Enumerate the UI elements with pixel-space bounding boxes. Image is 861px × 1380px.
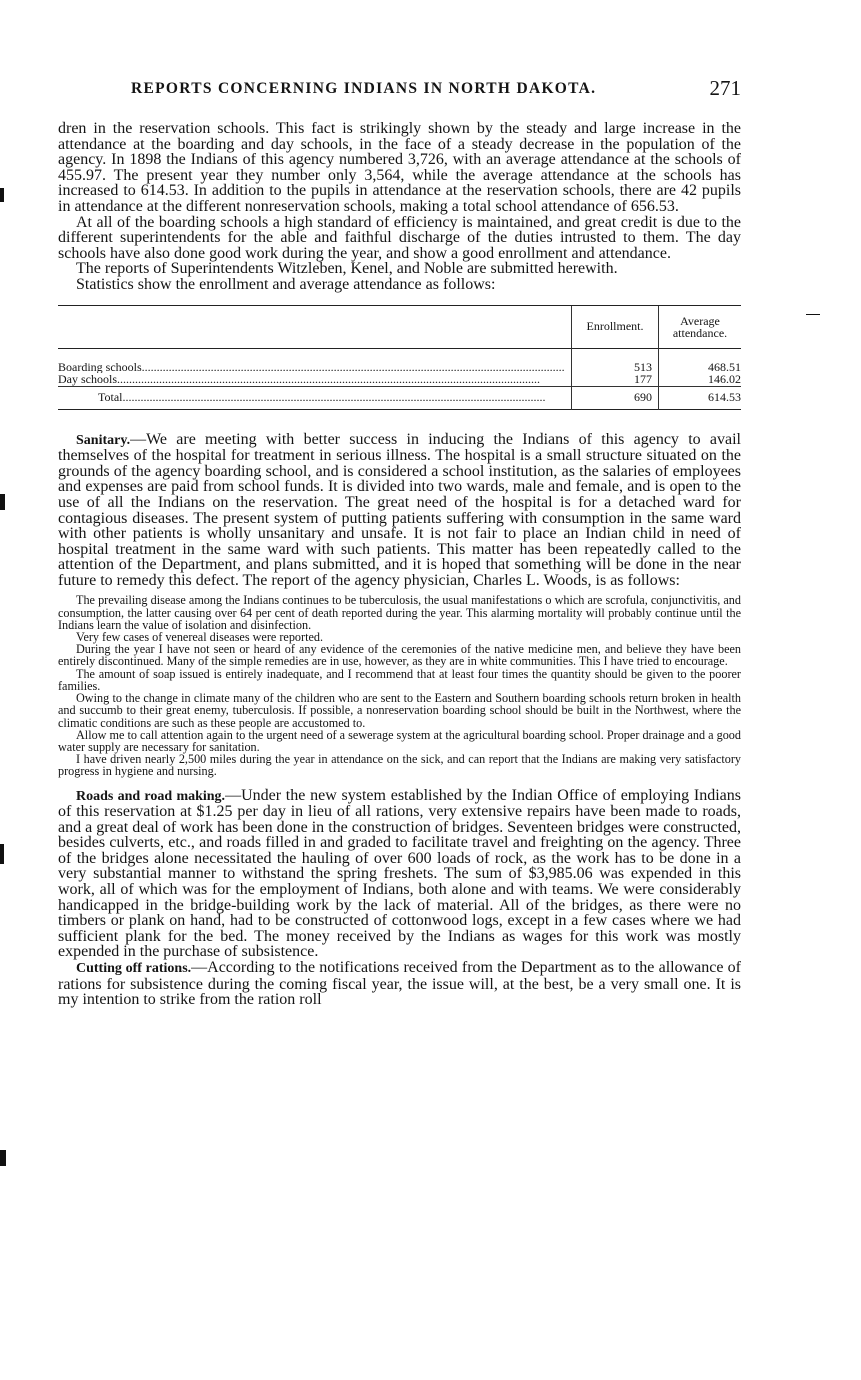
- page-number: 271: [709, 76, 741, 100]
- row-enrollment: 177: [572, 373, 659, 386]
- physician-report-quote: [58, 594, 741, 777]
- quote-paragraph: Owing to the change in climate many of the children who are sent to the Eastern and Southern boarding schools return broken in health and succumb to their great enemy, tuberculosis. If possible, a nonreservation boarding school should be built in the Northwest, where the climatic conditions are such as these people are accustomed to.: [58, 691, 741, 730]
- row-enrollment: 513: [572, 361, 659, 374]
- sanitary-heading: Sanitary.: [76, 432, 131, 448]
- sanitary-text: —We are meeting with better success in inducing the Indians of this agency to avail themselves of the hospital for treatment in serious illness. The hospital is a small structure situated on the grounds of the agency boarding school, and is considered a school institution, as the salaries of employees and expenses are paid from school funds. It is divided into two wards, male and female, and is open to the use of all the Indians on the reservation. The great need of the hospital is for a detached ward for contagious diseases. The present system of putting patients suffering with consumption in the same ward with other patients is wholly unsanitary and unsafe. It is not fair to place an Indian child in need of hospital treatment in the same ward with such patients. This matter has been repeatedly called to the attention of the Department, and plans submitted, and it is hoped that something will be done in the near future to remedy this defect. The report of the agency physician, Charles L. Woods, is as follows:: [58, 430, 741, 589]
- row-attendance: 146.02: [708, 372, 741, 387]
- row-label: Boarding schools: [58, 360, 142, 374]
- dot-leader: [142, 361, 565, 374]
- table-row: [58, 361, 741, 374]
- roads-heading: Roads and road making.: [76, 788, 226, 804]
- scan-margin-mark: [0, 494, 5, 510]
- rations-text: —According to the notifications received from the Department as to the allowance of rations for subsistence during the coming fiscal year, the issue will, at the best, be a very small one. It is my intention to strike from the ration roll: [58, 959, 741, 1009]
- row-label: Day schools: [58, 373, 117, 387]
- row-attendance: 468.51: [708, 359, 741, 374]
- table-row: [58, 373, 741, 386]
- quote-paragraph: I have driven nearly 2,500 miles during the year in attendance on the sick, and can report that the Indians are making very satisfactory progress in hygiene and nursing.: [58, 752, 741, 779]
- scan-margin-mark: [0, 844, 4, 864]
- paragraph-reports: The reports of Superintendents Witzleben, Kenel, and Noble are submitted herewith.: [76, 260, 618, 278]
- scan-margin-mark: [0, 188, 4, 202]
- quote-paragraph: Very few cases of venereal diseases were reported.: [76, 630, 324, 645]
- dot-leader: [117, 373, 540, 386]
- quote-paragraph: The prevailing disease among the Indians continues to be tuberculosis, the usual manifestations o which are scrofula, conjunctivitis, and consumption, the latter causing over 64 per cent of death reported during the year. This alarming mortality will probably continue until the Indians learn the value of isolation and disinfection.: [58, 593, 741, 632]
- paragraph-statistics-intro: Statistics show the enrollment and average attendance as follows:: [76, 275, 496, 293]
- paragraph-attendance: dren in the reservation schools. This fact is strikingly shown by the steady and large increase in the attendance at the boarding and day schools, in the face of a steady decrease in the population of the agency. In 1898 the Indians of this agency numbered 3,726, with an average attendance at the schools of 455.97. The present year they number only 3,564, while the average attendance at the schools has increased to 614.53. In addition to the pupils in attendance at the reservation schools, there are 42 pupils in attendance at the different nonreservation schools, making a total school attendance of 656.53.: [58, 120, 741, 215]
- header-title: REPORTS CONCERNING INDIANS IN NORTH DAKOTA.: [131, 80, 597, 97]
- dot-leader: [123, 390, 546, 404]
- scan-margin-mark: [806, 314, 820, 315]
- enrollment-table: [58, 305, 741, 410]
- table-header-blank: [58, 306, 572, 349]
- table-header-enrollment: Enrollment.: [572, 306, 659, 349]
- table-total-row: [58, 386, 741, 409]
- rations-heading: Cutting off rations.: [76, 961, 192, 977]
- paragraph-boarding-schools: At all of the boarding schools a high standard of efficiency is maintained, and great credit is due to the different superintendents for the able and faithful discharge of the duties intrusted to them. The day schools have also done good work during the year, and show a good enrollment and attendance.: [58, 213, 741, 262]
- document-page: [58, 76, 741, 1008]
- scan-margin-mark: [0, 1150, 6, 1166]
- quote-paragraph: Allow me to call attention again to the urgent need of a sewerage system at the agricultural boarding school. Proper drainage and a good water supply are necessary for sanitation.: [58, 727, 741, 754]
- total-attendance: 614.53: [659, 386, 742, 409]
- quote-paragraph: During the year I have not seen or heard of any evidence of the ceremonies of the native medicine men, and believe they have been entirely discontinued. Many of the simple remedies are in use, however, as they are in white communities. This I have tried to encourage.: [58, 642, 741, 669]
- running-header: [58, 76, 741, 106]
- section-roads: [58, 788, 741, 961]
- table-header-attendance: Average attendance.: [672, 313, 728, 340]
- total-enrollment: 690: [572, 386, 659, 409]
- quote-paragraph: The amount of soap issued is entirely inadequate, and I recommend that at least four times the quantity should be given to the poorer families.: [58, 666, 741, 693]
- roads-text: —Under the new system established by the Indian Office of employing Indians of this reservation at $1.25 per day in lieu of all rations, very extensive repairs have been made to roads, and a great deal of work has been done in the construction of bridges. Seventeen bridges were constructed, besides culverts, etc., and roads filled in and graded to facilitate travel and freighting on the agency. Three of the bridges alone necessitated the hauling of over 600 loads of rock, as the work has to be done in a very substantial manner to withstand the spring freshets. The sum of $3,985.06 was expended in this work, all of which was for the employment of Indians, both alone and with teams. We were considerably handicapped in the bridge-building work by the lack of material. All of the bridges, as there were no timbers or plank on hand, had to be constructed of cottonwood logs, except in a few cases where we had sufficient plank for the bed. The money received by the Indians as wages for this work was mostly expended in the purchase of subsistence.: [58, 786, 741, 961]
- section-rations: [58, 960, 741, 1008]
- section-sanitary: [58, 432, 741, 589]
- total-label: Total: [98, 390, 123, 405]
